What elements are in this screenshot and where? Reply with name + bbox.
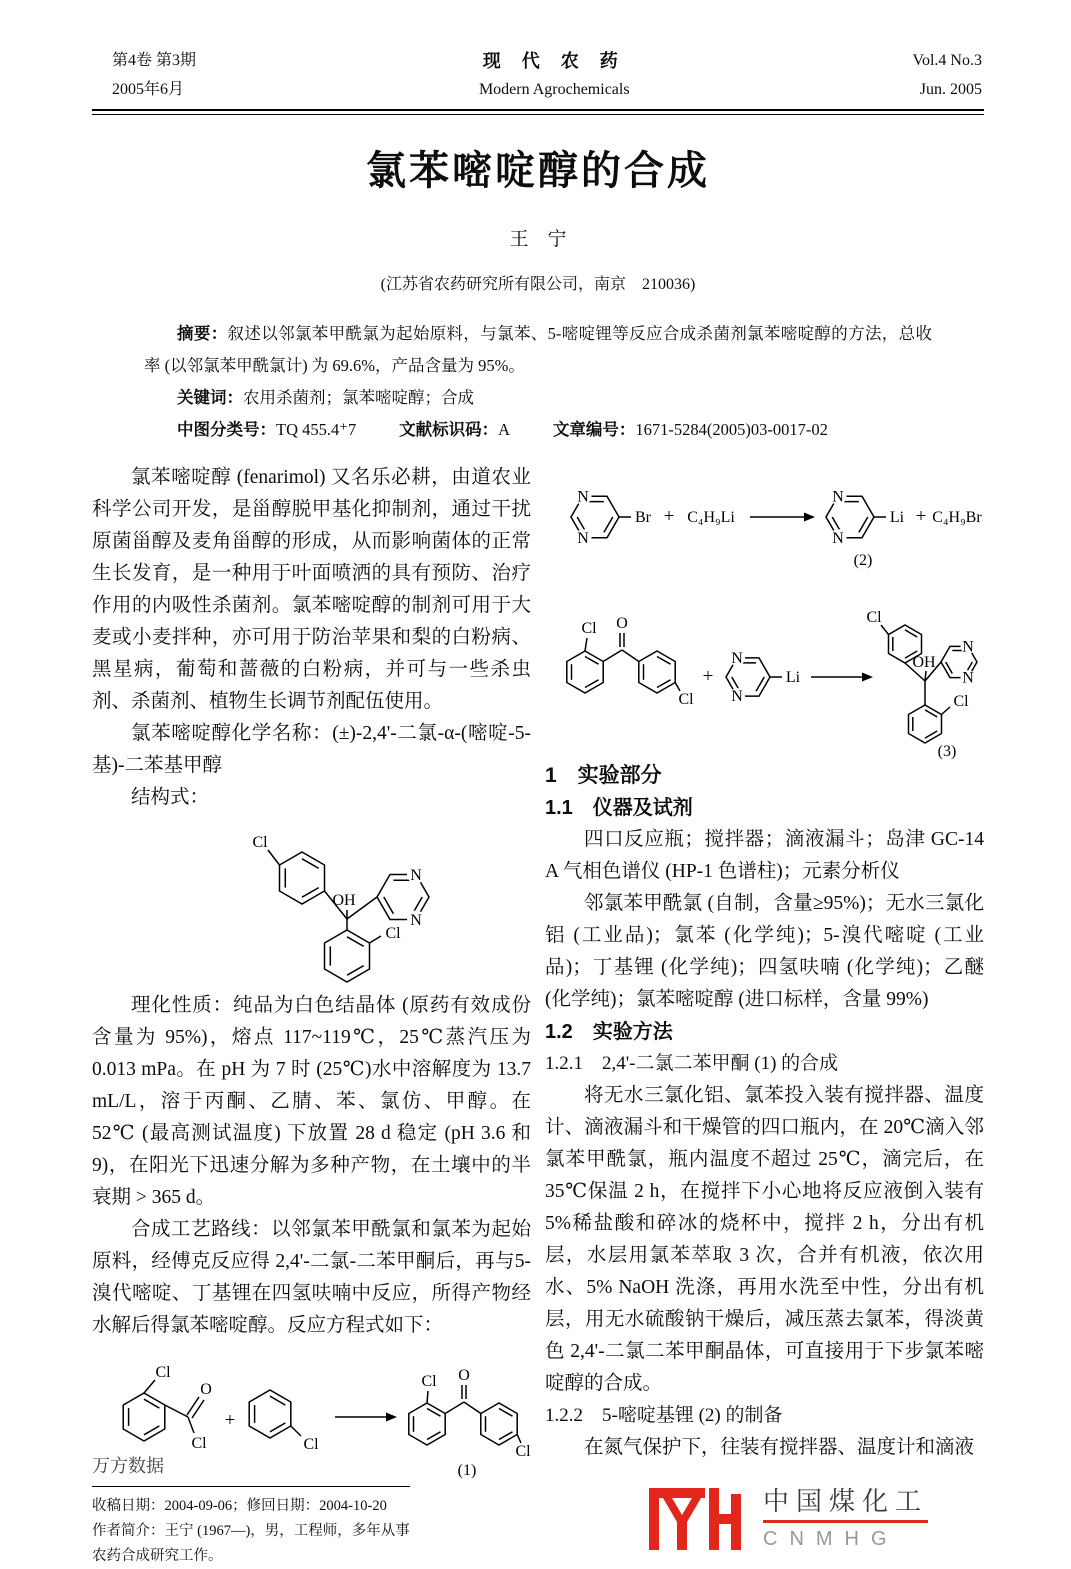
arrow-head <box>804 513 815 522</box>
atom-label-n: N <box>962 669 974 687</box>
atom-label-cl: Cl <box>421 1373 437 1390</box>
atom-label-cl: Cl <box>385 925 401 942</box>
atom-label-n: N <box>410 912 422 929</box>
fenarimol-structure-figure <box>210 816 531 988</box>
route-paragraph: 合成工艺路线：以邻氯苯甲酰氯和氯苯为起始原料，经傅克反应得 2,4'-二氯-二苯甲酮后，再与5-溴代嘧啶、丁基锂在四氢呋喃中反应，所得产物经水解后得氯苯嘧啶醇。反应方程式如下： <box>92 1219 531 1336</box>
section-1-2-1-heading: 1.2.1 2,4'-二氯二苯甲酮 (1) 的合成 <box>545 1053 839 1074</box>
issue-line: 第4卷 第3期 <box>112 52 197 69</box>
arrow-head <box>862 673 873 682</box>
atom-label-n: N <box>577 488 589 506</box>
classification-line <box>144 414 932 446</box>
atom-label-li: Li <box>785 669 801 686</box>
atom-label-li: Li <box>889 509 905 526</box>
atom-label-n: N <box>832 530 844 547</box>
article-id-value: 1671-5284(2005)03-0017-02 <box>635 420 828 439</box>
atom-label-br: Br <box>635 509 651 526</box>
atom-label-n: N <box>731 688 743 705</box>
doc-code-label: 文献标识码： <box>399 421 499 439</box>
article-author: 王 宁 <box>509 229 567 250</box>
logo-red-rule <box>763 1520 928 1523</box>
compound-label-1: (1) <box>457 1462 477 1479</box>
formula-butyllithium: C₄H₉Li <box>687 509 735 526</box>
date-line-cn: 2005年6月 <box>112 81 185 98</box>
section-1-1-heading: 1.1 仪器及试剂 <box>545 797 693 819</box>
atom-label-n: N <box>410 867 422 884</box>
vol-line: Vol.4 No.3 <box>912 52 982 69</box>
structure-caption: 结构式： <box>131 787 210 808</box>
atom-label-oh: OH <box>332 892 356 909</box>
atom-label-cl: Cl <box>252 834 268 851</box>
atom-label-cl: Cl <box>303 1436 319 1453</box>
atom-label-n: N <box>731 650 743 667</box>
keywords-line <box>144 382 932 414</box>
benzene-ring <box>409 1403 445 1445</box>
plus-sign: + <box>915 506 927 527</box>
atom-label-cl: Cl <box>191 1435 207 1452</box>
right-column <box>545 462 984 1569</box>
synthesis-2-paragraph: 在氮气保护下，往装有搅拌器、温度计和滴液 <box>584 1437 975 1458</box>
abstract-block <box>144 318 932 446</box>
plus-sign: + <box>663 506 675 527</box>
formula-butylbromide: C₄H₉Br <box>932 509 982 526</box>
atom-label-o: O <box>458 1367 470 1384</box>
reaction-scheme-3 <box>545 574 984 760</box>
chemical-name-paragraph: 氯苯嘧啶醇化学名称：(±)-2,4'-二氯-α-(嘧啶-5-基)-二苯基甲醇 <box>92 723 531 776</box>
atom-label-o: O <box>616 615 628 632</box>
journal-vol-block <box>912 46 984 104</box>
fenarimol-structure-drawing <box>210 816 490 988</box>
section-1-2-2-heading: 1.2.2 5-嘧啶基锂 (2) 的制备 <box>545 1405 783 1426</box>
benzene-ring <box>123 1393 165 1441</box>
doc-code-value: A <box>498 420 511 439</box>
abstract-label: 摘要： <box>177 325 228 343</box>
journal-header <box>92 46 984 104</box>
clc-value: TQ 455.4⁺7 <box>276 420 357 439</box>
abstract-paragraph <box>144 318 932 382</box>
keywords-text: 农用杀菌剂；氯苯嘧啶醇；合成 <box>243 388 474 407</box>
atom-label-n: N <box>962 638 974 656</box>
page-content <box>92 46 984 1569</box>
benzene-ring <box>639 651 675 693</box>
plus-sign: + <box>224 1410 236 1431</box>
benzene-ring <box>280 852 325 904</box>
instruments-paragraph: 四口反应瓶；搅拌器；滴液漏斗；岛津 GC-14 A 气相色谱仪 (HP-1 色谱柱)；元素分析仪 <box>545 829 984 882</box>
plus-sign: + <box>702 666 714 687</box>
benzene-ring <box>567 651 603 693</box>
properties-paragraph: 理化性质：纯品为白色结晶体 (原药有效成份含量为 95%)，熔点 117~119℃，25℃蒸汽压为 0.013 mPa。在 pH 为 7 时 (25℃)水中溶解度为 13.7 mL/L，溶于丙酮、乙腈、苯、氯仿、甲醇。在 52℃ (最高测试温度) 下放置 28 d 稳定 (pH 3.6 和 9)，在阳光下迅速分解为多种产物，在土壤中的半衰期 > 365 d。 <box>92 995 531 1208</box>
header-double-rule <box>92 109 984 115</box>
footnote-block <box>92 1486 410 1569</box>
reagents-paragraph: 邻氯苯甲酰氯 (自制，含量≥95%)；无水三氯化铝 (工业品)；氯苯 (化学纯)；5-溴代嘧啶 (工业品)；丁基锂 (化学纯)；四氢呋喃 (化学纯)；乙醚 (化学纯)；氯苯嘧啶醇 (进口标样，含量 99%) <box>545 893 984 1010</box>
reaction-scheme-2 <box>545 462 984 574</box>
atom-label-cl: Cl <box>953 693 969 710</box>
abstract-text: 叙述以邻氯苯甲酰氯为起始原料，与氯苯、5-嘧啶锂等反应合成杀菌剂氯苯嘧啶醇的方法，总收率 (以邻氯苯甲酰氯计) 为 69.6%，产品含量为 95%。 <box>144 324 933 375</box>
logo-company-en: CNMHG <box>763 1528 899 1550</box>
atom-label-cl: Cl <box>515 1443 531 1460</box>
journal-title-en: Modern Agrochemicals <box>478 81 630 98</box>
wanfang-watermark: 万方数据 <box>92 1456 164 1476</box>
benzene-ring <box>249 1390 291 1438</box>
section-1-heading: 1 实验部分 <box>545 764 662 787</box>
atom-label-oh: OH <box>912 654 936 671</box>
benzene-ring <box>481 1403 517 1445</box>
atom-label-cl: Cl <box>155 1364 171 1381</box>
cnmhg-logo <box>649 1478 984 1558</box>
journal-title-cn: 现 代 农 药 <box>482 51 626 71</box>
section-1-2-heading: 1.2 实验方法 <box>545 1021 673 1043</box>
atom-label-n: N <box>577 530 589 547</box>
intro-paragraph: 氯苯嘧啶醇 (fenarimol) 又名乐必耕，由道农业科学公司开发，是甾醇脱甲基化抑制剂，通过干扰原菌甾醇及麦角甾醇的形成，从而影响菌体的正常生长发育，是一种用于叶面喷洒的具有预防、治疗作用的内吸性杀菌剂。氯苯嘧啶醇的制剂可用于大麦或小麦拌种，亦可用于防治苹果和梨的白粉病、黑星病，葡萄和蔷薇的白粉病，并可与一些杀虫剂、杀菌剂、植物生长调节剂配伍使用。 <box>92 467 531 712</box>
clc-label: 中图分类号： <box>177 421 276 439</box>
synthesis-1-paragraph: 将无水三氯化铝、氯苯投入装有搅拌器、温度计、滴液漏斗和干燥管的四口瓶内，在 20℃滴入邻氯苯甲酰氯，瓶内温度不超过 25℃，滴完后，在 35℃保温 2 h，在搅拌下小心地将反应液倒入装有 5%稀盐酸和碎冰的烧杯中，搅拌 2 h，分出有机层，水层用氯苯萃取 3 次，合并有机液，依次用水、5% NaOH 洗涤，再用水洗至中性，分出有机层，用无水硫酸钠干燥后，减压蒸去氯苯，得淡黄色 2,4'-二氯二苯甲酮晶体，可直接用于下步氯苯嘧啶醇的合成。 <box>545 1085 984 1394</box>
article-title: 氯苯嘧啶醇的合成 <box>366 149 710 193</box>
benzene-ring <box>909 705 942 743</box>
atom-label-o: O <box>200 1381 212 1398</box>
compound-label-2: (2) <box>853 552 873 569</box>
compound-label-3: (3) <box>937 743 957 760</box>
keywords-label: 关键词： <box>177 389 243 407</box>
article-id-label: 文章编号： <box>552 421 636 439</box>
left-column <box>92 462 531 1569</box>
atom-label-n: N <box>832 488 844 506</box>
article-affiliation: (江苏省农药研究所有限公司，南京 210036) <box>380 276 696 293</box>
benzene-ring <box>325 930 370 982</box>
journal-issue-cn <box>92 46 196 104</box>
atom-label-cl: Cl <box>678 691 694 708</box>
author-bio-line: 作者简介：王宁 (1967—)，男，工程师，多年从事农药合成研究工作。 <box>92 1523 410 1564</box>
date-line-en: Jun. 2005 <box>919 81 982 98</box>
atom-label-cl: Cl <box>866 609 882 626</box>
cnmhg-monogram-icon <box>649 1478 749 1558</box>
arrow-head <box>386 1413 397 1422</box>
journal-title-block <box>479 46 630 104</box>
atom-label-cl: Cl <box>581 620 597 637</box>
body-columns <box>92 462 984 1569</box>
received-dates-line: 收稿日期：2004-09-06；修回日期：2004-10-20 <box>92 1498 387 1514</box>
logo-company-cn: 中国煤化工 <box>763 1486 929 1516</box>
cnmhg-logo-text <box>763 1485 928 1551</box>
